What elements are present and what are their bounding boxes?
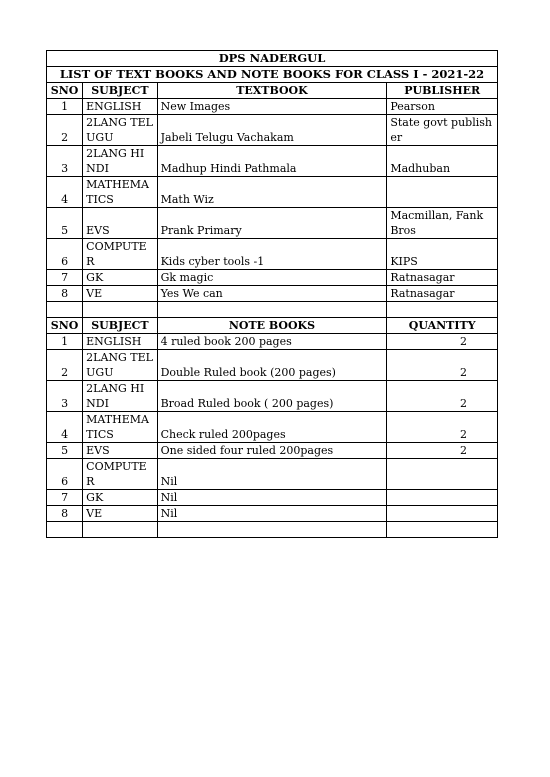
table-row: [47, 334, 498, 350]
sno-cell: 8: [47, 506, 83, 522]
table-row: [47, 412, 498, 443]
sno-cell: 2: [47, 115, 83, 146]
col-header-sno: SNO: [47, 83, 83, 99]
subject-cell: COMPUTER: [83, 239, 157, 270]
table-row: [47, 443, 498, 459]
quantity-cell: [387, 490, 498, 506]
quantity-cell: 2: [387, 412, 498, 443]
col-header-subject: SUBJECT: [83, 318, 157, 334]
empty-cell: [157, 522, 387, 538]
table-row: [47, 99, 498, 115]
subject-cell: 2LANG HINDI: [83, 146, 157, 177]
subject-cell: EVS: [83, 443, 157, 459]
notebook-cell: Nil: [157, 459, 387, 490]
notebook-cell: Nil: [157, 490, 387, 506]
publisher-cell: Ratnasagar: [387, 270, 498, 286]
subject-cell: COMPUTER: [83, 459, 157, 490]
quantity-cell: 2: [387, 350, 498, 381]
sno-cell: 6: [47, 459, 83, 490]
empty-cell: [387, 522, 498, 538]
table-row: [47, 459, 498, 490]
publisher-cell: Ratnasagar: [387, 286, 498, 302]
spacer-row: [47, 522, 498, 538]
empty-cell: [47, 522, 83, 538]
table-row: [47, 490, 498, 506]
publisher-cell: Macmillan, Fank Bros: [387, 208, 498, 239]
quantity-cell: [387, 459, 498, 490]
notebook-cell: Nil: [157, 506, 387, 522]
subject-cell: 2LANG HINDI: [83, 381, 157, 412]
table-row: [47, 286, 498, 302]
subject-cell: VE: [83, 506, 157, 522]
empty-cell: [157, 302, 387, 318]
sno-cell: 3: [47, 146, 83, 177]
publisher-cell: Madhuban: [387, 146, 498, 177]
book-list-table: [46, 50, 498, 538]
table-row: [47, 239, 498, 270]
publisher-cell: [387, 177, 498, 208]
subject-cell: MATHEMATICS: [83, 412, 157, 443]
textbook-cell: Math Wiz: [157, 177, 387, 208]
empty-cell: [83, 302, 157, 318]
empty-cell: [83, 522, 157, 538]
subject-cell: GK: [83, 270, 157, 286]
list-title: LIST OF TEXT BOOKS AND NOTE BOOKS FOR CLASS I - 2021-22: [47, 67, 498, 83]
col-header-quantity: QUANTITY: [387, 318, 498, 334]
notebook-header-row: [47, 318, 498, 334]
sno-cell: 3: [47, 381, 83, 412]
subject-cell: ENGLISH: [83, 334, 157, 350]
sno-cell: 8: [47, 286, 83, 302]
col-header-sno: SNO: [47, 318, 83, 334]
sno-cell: 7: [47, 490, 83, 506]
textbook-cell: Jabeli Telugu Vachakam: [157, 115, 387, 146]
textbook-cell: Kids cyber tools -1: [157, 239, 387, 270]
col-header-subject: SUBJECT: [83, 83, 157, 99]
subject-cell: MATHEMATICS: [83, 177, 157, 208]
notebook-cell: Broad Ruled book ( 200 pages): [157, 381, 387, 412]
table-row: [47, 146, 498, 177]
textbook-header-row: [47, 83, 498, 99]
subject-cell: EVS: [83, 208, 157, 239]
subject-cell: GK: [83, 490, 157, 506]
sno-cell: 4: [47, 177, 83, 208]
table-row: [47, 270, 498, 286]
sno-cell: 1: [47, 99, 83, 115]
subject-cell: 2LANG TELUGU: [83, 350, 157, 381]
table-row: [47, 208, 498, 239]
table-row: [47, 115, 498, 146]
sno-cell: 4: [47, 412, 83, 443]
table-row: [47, 381, 498, 412]
quantity-cell: [387, 506, 498, 522]
textbook-cell: New Images: [157, 99, 387, 115]
subject-cell: VE: [83, 286, 157, 302]
table-row: [47, 350, 498, 381]
col-header-publisher: PUBLISHER: [387, 83, 498, 99]
notebook-cell: Double Ruled book (200 pages): [157, 350, 387, 381]
publisher-cell: KIPS: [387, 239, 498, 270]
textbook-cell: Prank Primary: [157, 208, 387, 239]
quantity-cell: 2: [387, 443, 498, 459]
sno-cell: 6: [47, 239, 83, 270]
textbook-cell: Madhup Hindi Pathmala: [157, 146, 387, 177]
notebook-cell: Check ruled 200pages: [157, 412, 387, 443]
sno-cell: 2: [47, 350, 83, 381]
textbook-cell: Yes We can: [157, 286, 387, 302]
notebook-cell: 4 ruled book 200 pages: [157, 334, 387, 350]
subject-cell: 2LANG TELUGU: [83, 115, 157, 146]
school-name: DPS NADERGUL: [47, 51, 498, 67]
empty-cell: [47, 302, 83, 318]
spacer-row: [47, 302, 498, 318]
subject-cell: ENGLISH: [83, 99, 157, 115]
quantity-cell: 2: [387, 334, 498, 350]
col-header-textbook: TEXTBOOK: [157, 83, 387, 99]
table-row: [47, 506, 498, 522]
table-row: [47, 177, 498, 208]
quantity-cell: 2: [387, 381, 498, 412]
sno-cell: 7: [47, 270, 83, 286]
list-title-row: [47, 67, 498, 83]
sno-cell: 1: [47, 334, 83, 350]
empty-cell: [387, 302, 498, 318]
publisher-cell: Pearson: [387, 99, 498, 115]
notebook-cell: One sided four ruled 200pages: [157, 443, 387, 459]
col-header-notebooks: NOTE BOOKS: [157, 318, 387, 334]
textbook-cell: Gk magic: [157, 270, 387, 286]
sno-cell: 5: [47, 443, 83, 459]
publisher-cell: State govt publisher: [387, 115, 498, 146]
school-name-row: [47, 51, 498, 67]
sno-cell: 5: [47, 208, 83, 239]
